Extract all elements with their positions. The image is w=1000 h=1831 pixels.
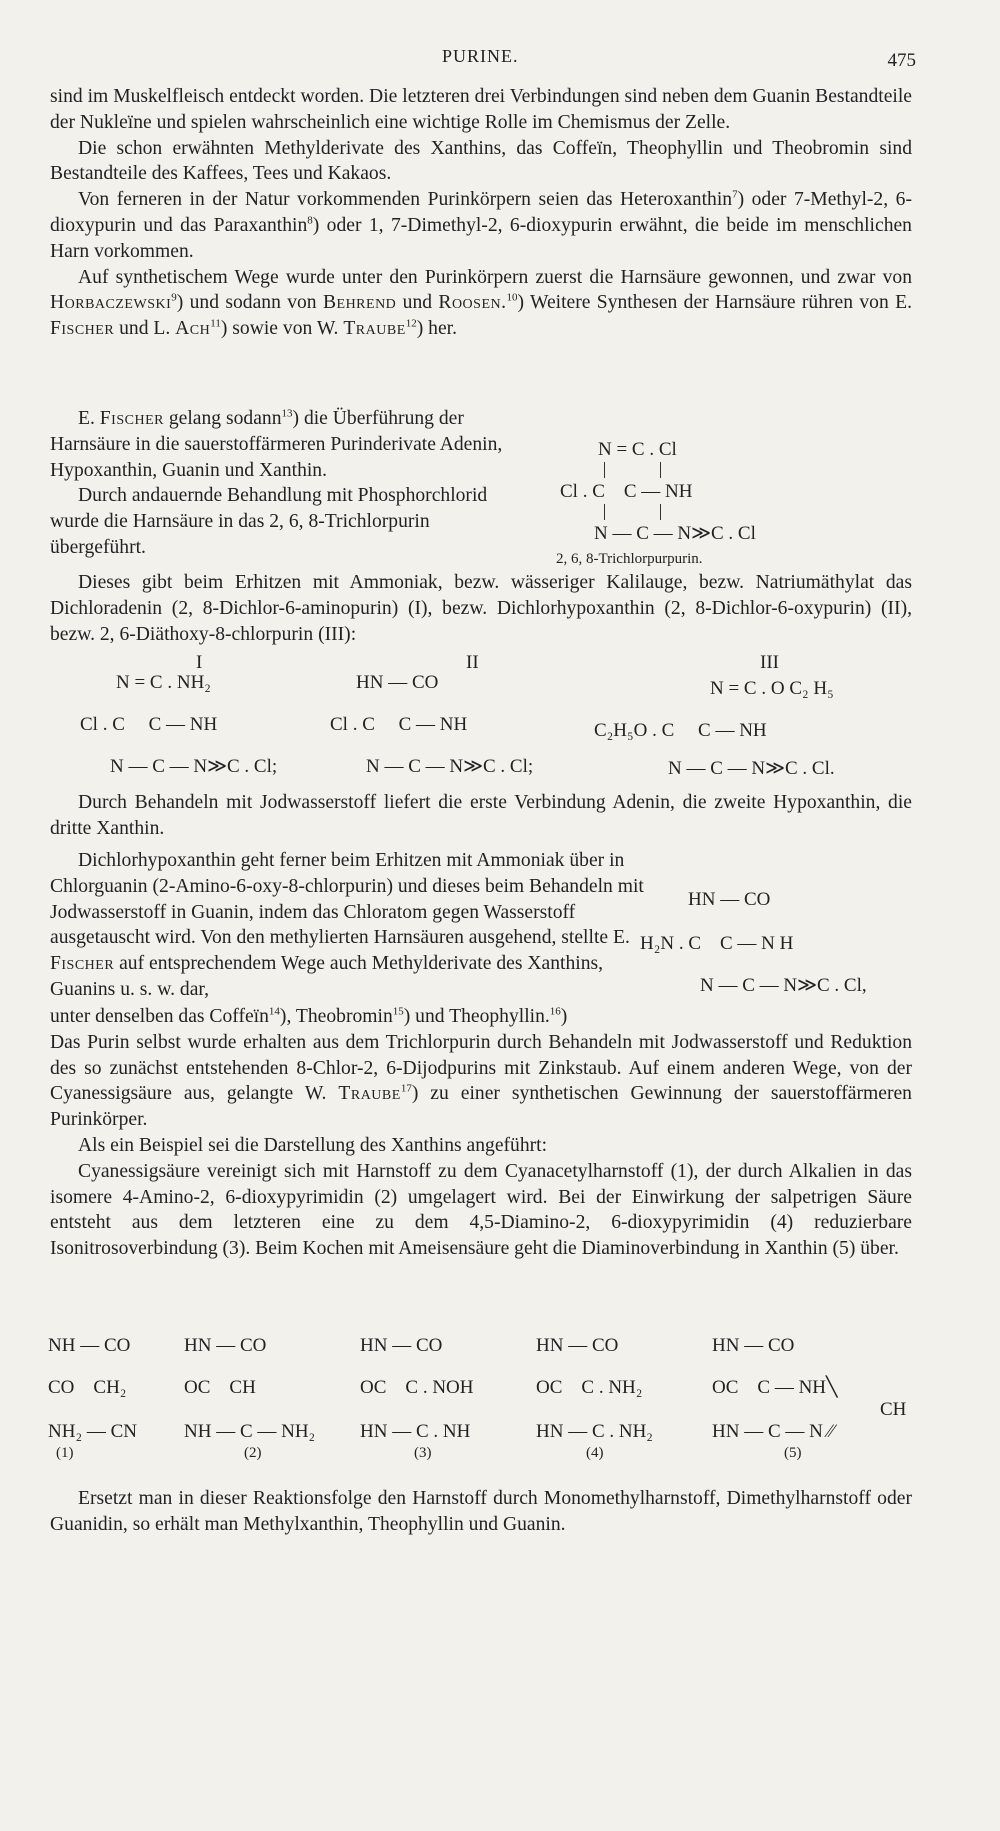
label-i: I [196,652,203,673]
text-run: ), Theobromin [279,1006,393,1027]
text-run: ) [560,1006,568,1027]
formula-text: N = C . NH₂ [116,672,211,693]
formula-text: Cl . C C — NH [80,714,218,735]
formula-text: OC C — NH╲ [712,1377,838,1398]
footnote-ref: 17 [400,1082,412,1095]
paragraph [50,848,650,1003]
formula-text: CO CH₂ [48,1377,127,1398]
formula-text: HN — CO [356,672,439,693]
formula-label: (5) [784,1445,802,1461]
text-run: und L. [119,318,171,340]
formula-text: OC C . NOH [360,1377,474,1398]
text-run: und [402,292,433,314]
paragraph: Dieses gibt beim Erhitzen mit Ammoniak, bezw. wässeriger Kalilauge, bezw. Natriumäthylat das Dichloradenin (2, 8-Dichlor-6-aminopurin) (I), bezw. Dichlorhypoxanthin (2, 8-Dichlor-6-oxypurin) (II), bezw. 2, 6-Diäthoxy-8-chlorpurin (III): [50,572,912,645]
formula-text: HN — C . NH₂ [536,1421,653,1442]
text-run: ) oder 7-Methyl-2, 6-dioxypurin und das Paraxanthin [50,189,912,236]
formula-label: (4) [586,1445,604,1461]
formula-label: (3) [414,1445,432,1461]
formula-text: Cl . C C — NH [560,481,693,502]
text-run: E. [78,408,95,429]
text-run: ) sowie von W. [220,318,339,340]
formula-text: HN — CO [688,889,771,910]
author-name: Horbaczewski [50,292,172,314]
bond-line [660,462,661,478]
text-run: auf entsprechendem Wege auch Methylderivate des Xanthins, Guanins u. s. w. dar, [50,953,604,1000]
text-block-6 [50,1004,912,1262]
formula-text: CH [880,1399,907,1420]
paragraph: sind im Muskelfleisch entdeckt worden. Die letzteren drei Verbindungen sind neben dem Guanin Bestandteile der Nukleïne und spielen wahrscheinlich eine wichtige Rolle im Chemismus der Zelle. [50,86,912,133]
text-block-7 [50,1486,912,1538]
formula-text: HN — C . NH [360,1421,471,1442]
formula-text: N = C . Cl [598,439,677,460]
formula-text: HN — CO [712,1335,795,1356]
paragraph [50,265,912,342]
formula-text: N — C — N≫C . Cl; [366,756,534,777]
formula-text: NH — CO [48,1335,131,1356]
paragraph: Ersetzt man in dieser Reaktionsfolge den Harnstoff durch Monomethylharnstoff, Dimethylharnstoff oder Guanidin, so erhält man Methylxanthin, Theophyllin und Guanin. [50,1488,912,1535]
formula-text: N — C — N≫C . Cl; [110,756,278,777]
text-block-5 [50,848,650,1003]
formula-text: NH — C — NH₂ [184,1421,316,1442]
text-run: ) und sodann von [176,292,317,314]
formula-text: HN — C — N ⁄⁄ [712,1421,834,1442]
footnote-ref: 16 [549,1005,561,1018]
footnote-ref: 8 [307,214,313,227]
formula-text: N — C — N≫C . Cl. [668,758,835,779]
author-name: Behrend [322,292,397,314]
formulas-i-ii-iii [80,652,910,779]
formula-label: (2) [244,1445,262,1461]
formula-label: (1) [56,1445,74,1461]
text-run: ) zu einer synthetischen Gewinnung der sauerstoffärmeren Purinkörper. [50,1083,912,1131]
paragraph [50,1004,912,1030]
formula-text: HN — CO [536,1335,619,1356]
text-run: unter denselben das Coffeïn [50,1006,269,1027]
formula-text: N = C . O C₂ H₅ [710,678,834,699]
text-run: gelang sodann [168,408,282,429]
formula-text: N — C — N≫C . Cl [594,523,756,544]
bond-line [660,504,661,520]
paragraph: Als ein Beispiel sei die Darstellung des Xanthins angeführt: [78,1134,548,1156]
text-block-3 [50,570,912,647]
footnote-ref: 10 [506,291,518,304]
bond-line [604,462,605,478]
formula-text: N — C — N≫C . Cl, [700,975,867,996]
text-run: ) oder 1, 7-Dimethyl-2, 6-dioxypurin erwähnt, die beide im menschlichen Harn vorkommen. [50,214,912,262]
paragraph: Durch Behandeln mit Jodwasserstoff liefert die erste Verbindung Adenin, die zweite Hypoxanthin, die dritte Xanthin. [50,792,912,839]
text-block-1 [50,84,912,342]
paragraph [50,187,912,264]
text-run: ) her. [416,318,458,340]
text-run: ) Weitere Synthesen der Harnsäure rühren von E. [517,292,912,314]
page-header [0,46,1000,76]
author-name: Roosen. [438,292,507,314]
formula-text: C₂H₅O . C C — NH [594,720,767,741]
label-iii: III [760,652,779,673]
text-run: ) die Überführung der Harnsäure in die sauerstoffärmeren Purinderivate Adenin, Hypoxanthin, Guanin und Xanthin. [50,408,503,481]
trichlorpurin-formula [556,439,790,570]
page-number: 475 [887,50,916,71]
author-name: Traube [343,318,406,340]
footnote-ref: 7 [732,188,738,201]
formula-text: HN — CO [184,1335,267,1356]
author-name: Traube [338,1083,401,1105]
footnote-ref: 12 [405,317,417,330]
paragraph: Durch andauernde Behandlung mit Phosphorchlorid wurde die Harnsäure in das 2, 6, 8-Trichlorpurin übergeführt. [50,485,488,558]
author-name: Fischer [50,318,115,340]
author-name: Ach [175,318,211,340]
text-block-4 [50,790,912,842]
author-name: Fischer [99,408,164,429]
text-run: ) und Theophyllin. [403,1006,550,1027]
running-head: PURINE. [442,46,519,66]
footnote-ref: 14 [268,1005,280,1018]
formula-caption: 2, 6, 8-Trichlorpurpurin. [556,551,703,567]
formula-text: OC CH [184,1377,256,1398]
paragraph: Cyanessigsäure vereinigt sich mit Harnstoff zu dem Cyanacetylharnstoff (1), der durch Alkalien in das isomere 4-Amino-2, 6-dioxypyrimidin (2) umgelagert wird. Bei der Einwirkung der salpetrigen Säure entsteht aus dem letzteren eine zu dem 4,5-Diamino-2, 6-dioxypyrimidin (4) reduzierbare Isonitrosoverbindung (3). Beim Kochen mit Ameisensäure geht die Diaminoverbindung in Xanthin (5) über. [50,1160,912,1260]
author-name: Fischer [50,953,115,975]
text-block-2 [50,406,530,561]
text-run: Dichlorhypoxanthin geht ferner beim Erhitzen mit Ammoniak über in Chlorguanin (2-Amino-6-oxy-8-chlorpurin) und dieses beim Behandeln mit Jodwasserstoff in Guanin, indem das Chloratom gegen Wasserstoff ausgetauscht wird. Von den methylierten Harnsäuren ausgehend, stellte E. [50,850,644,949]
label-ii: II [466,652,479,673]
chlorguanin-formula [640,889,920,996]
formula-text: H₂N . C C — N H [640,933,794,954]
footnote-ref: 15 [392,1005,404,1018]
paragraph [50,406,530,483]
footnote-ref: 13 [281,407,293,420]
footnote-ref: 9 [171,291,177,304]
text-run: Auf synthetischem Wege wurde unter den Purinkörpern zuerst die Harnsäure gewonnen, und zwar von [78,266,912,288]
xanthin-synthesis-formulas [48,1336,928,1464]
formula-text: HN — CO [360,1335,443,1356]
formula-text: NH₂ — CN [48,1421,137,1442]
paragraph [50,1030,912,1133]
text-run: Von ferneren in der Natur vorkommenden Purinkörpern seien das Heteroxanthin [78,189,733,211]
paragraph: Die schon erwähnten Methylderivate des Xanthins, das Coffeïn, Theophyllin und Theobromin sind Bestandteile des Kaffees, Tees und Kakaos. [50,137,912,185]
bond-line [604,504,605,520]
formula-text: Cl . C C — NH [330,714,468,735]
text-run: Das Purin selbst wurde erhalten aus dem Trichlorpurin durch Behandeln mit Jodwasserstoff und Reduktion des so zunächst entstehenden 8-Chlor-2, 6-Dijodpurins mit Zinkstaub. Auf einem anderen Wege, von der Cyanessigsäure aus, gelangte W. [50,1031,912,1105]
formula-text: OC C . NH₂ [536,1377,643,1398]
footnote-ref: 11 [210,317,221,330]
